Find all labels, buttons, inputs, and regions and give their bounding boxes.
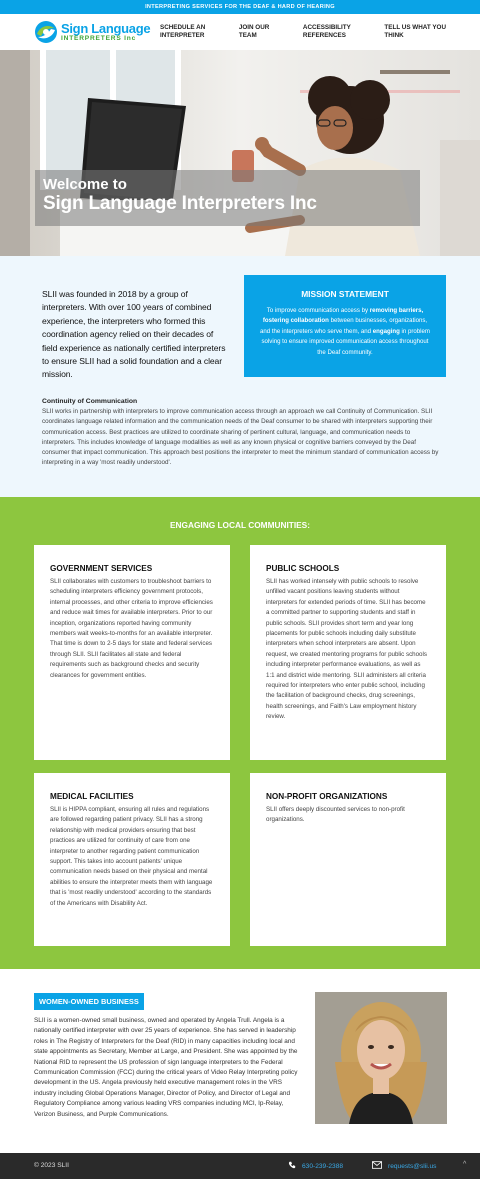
logo-sub-text: INTERPRETERS Inc: [61, 34, 137, 42]
card-government-services: [34, 545, 230, 760]
continuity-block: [42, 398, 442, 469]
nav-menu: [160, 24, 446, 41]
nav-join-team[interactable]: JOIN OUR TEAM: [238, 23, 270, 39]
mission-statement-box: [244, 275, 446, 377]
site-logo[interactable]: [34, 20, 151, 44]
about-lead-text: SLII was founded in 2018 by a group of interpreters. With over 100 years of combined experience, the interpreters who formed this coordination agency relied on their decades of field experience as nationally certified interpreters to ensure SLII had a solid foundation and a clear mission.: [42, 289, 226, 380]
hero-welcome-text: Welcome to: [43, 176, 127, 193]
email-address[interactable]: requests@slii.us: [388, 1162, 437, 1170]
mission-title: MISSION STATEMENT: [301, 289, 389, 299]
women-owned-text: SLII is a women-owned small business, owned and operated by Angela Trull. Angela is a nationally certified interpreter with over 25 years of experience. She has served in leadership roles in The Registry of Interpreters for the Deaf (RID) in many capacities including local and state appointments as Secretary, Member at Large, and President. She was appointed by the National RID to represent the US profession of sign language interpreters to the Federal Communication Commission (FCC) during the critical years of Video Relay Interpreting policy development in the US. Angela previously held executive management roles in the VRS industry including Global Operations Manager, Director of Policy, and Director of Legal and Regulatory Compliance among various leading VRS companies including MCI, Ip-Relay, Verizon Business, and Purple Communications.: [34, 1017, 298, 1118]
phone-icon: [288, 1161, 296, 1171]
site-footer: [0, 1153, 480, 1179]
card-text: SLII collaborates with customers to troubleshoot barriers to scheduling interpreters efficiency government protocols, internal processes, and other criteria to improve efficiencies and reduce wait times for available interpreters. Prior to our inception, organizations reported having community members wait weeks-to-months for an available interpreter. That time is down to 2-5 days for state and federal services through SLII. SLII facilitates all state and federal requirements such as background checks and security clearances for government entities.: [50, 578, 213, 679]
hero-company-title: Sign Language Interpreters Inc: [43, 193, 317, 214]
card-title: NON-PROFIT ORGANIZATIONS: [266, 792, 388, 801]
card-public-schools: [250, 545, 446, 760]
continuity-title: Continuity of Communication: [42, 398, 138, 405]
card-text: SLII is HIPPA compliant, ensuring all rules and regulations are followed regarding patient privacy. SLII has a strong relationship with medical providers ensuring that best practices are utilized for continuity of care from one interpreter to another regarding patient communication support. This takes into account patients' unique communication needs based on their physical and mental abilities to ensure the interpreter meets them with language that is 'most readily understood' according to the standards of the Americans with Disability Act.: [50, 806, 213, 907]
hands-logo-icon: [34, 20, 58, 44]
phone-number[interactable]: 630-239-2388: [302, 1162, 344, 1170]
nav-schedule-interpreter[interactable]: SCHEDULE AN INTERPRETER: [160, 23, 206, 39]
card-title: GOVERNMENT SERVICES: [50, 564, 153, 573]
hero-banner: [0, 50, 480, 256]
card-medical-facilities: [34, 773, 230, 946]
nav-tell-us[interactable]: TELL US WHAT YOU THINK: [384, 23, 446, 39]
mission-text: To improve communication access by removing barriers, fostering collaboration between businesses, organizations, and the interpreters who serve them, and engaging in problem solving to ensure improved communication access throughout the Deaf community.: [259, 307, 431, 356]
back-to-top-button[interactable]: ^: [463, 1161, 467, 1168]
card-text: SLII offers deeply discounted services to non-profit organizations.: [266, 806, 405, 824]
card-text: SLII has worked intensely with public schools to resolve unfilled vacant positions leaving students without interpreters for extended periods of time. SLII has become a committed partner to supporting students and staff in public schools. SLII provides short term and year long placements for public schools including daily substitute interpreters when school interpreters are absent. Upon request, we created mentoring programs for public schools including interpreter performance evaluations, as well as 1:1 and district wide mentoring. SLII administers all criteria required for interpreters who enter public school, including the facilitation of background checks, drug screenings, health screenings, and Faith's Law employment history review.: [266, 578, 427, 721]
footer-phone-link[interactable]: [288, 1161, 343, 1171]
card-title: PUBLIC SCHOOLS: [266, 564, 340, 573]
card-non-profit-organizations: [250, 773, 446, 946]
main-navigation: [0, 14, 480, 50]
hero-title-box: [35, 170, 420, 226]
continuity-text: SLII works in partnership with interpreters to improve communication access through an approach we call Continuity of Communication. SLII coordinates language related information and the communication needs of the Deaf consumer to be shared with interpreters supporting their communication access. Best practices are utilized to coordinate sharing of pertinent cultural, language, and communication needs to interpreters. This includes knowledge of language modalities as well as any known physical or cognitive barriers conveyed by the Deaf consumer that impact communication. This approach best positions the interpreter to meet the minimum standard of communication access by interpreting in a way 'most readily understood'.: [42, 408, 439, 467]
about-section: [0, 256, 480, 497]
communities-section: [0, 497, 480, 969]
women-owned-section: [0, 969, 480, 1154]
owner-portrait: [315, 992, 447, 1124]
logo-main-text: Sign Language: [61, 20, 151, 36]
envelope-icon: [372, 1161, 382, 1171]
footer-email-link[interactable]: [372, 1161, 436, 1171]
communities-heading: ENGAGING LOCAL COMMUNITIES:: [170, 520, 310, 530]
top-announcement-bar: INTERPRETING SERVICES FOR THE DEAF & HARD OF HEARING: [0, 0, 480, 14]
nav-accessibility-references[interactable]: ACCESSIBILITY REFERENCES: [302, 23, 351, 39]
card-title: MEDICAL FACILITIES: [50, 792, 134, 801]
copyright-text: © 2023 SLII: [34, 1162, 69, 1169]
women-owned-badge: WOMEN-OWNED BUSINESS: [34, 993, 144, 1010]
